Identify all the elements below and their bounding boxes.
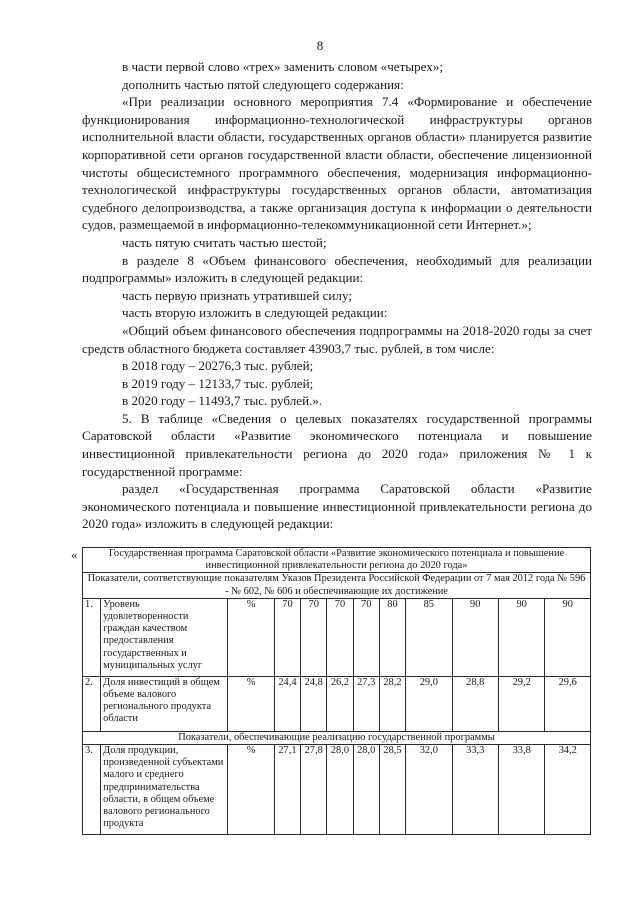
value-cell: 26,2	[327, 676, 353, 731]
value-cell: 90	[545, 598, 591, 676]
row-number: 3.	[83, 745, 101, 835]
value-cell: 24,8	[301, 676, 327, 731]
value-cell: 33,3	[452, 745, 498, 835]
paragraph: «При реализации основного мероприятия 7.4 «Формирование и обеспечение функционирования информационно-технологической инфраструктуры органов исполнительной власти области, государственных органов области» планируется развитие корпоративной сети органов государственной власти области, обеспечение лицензионной чистоты общесистемного программного обеспечения, модернизация информационно-технологической инфраструктуры государственных органов области, автоматизация судебного делопроизводства, а также организация доступа к информации о деятельности судов, размещаемой в информационно-телекоммуникационной сети Интернет.»;	[82, 94, 592, 233]
value-cell: 29,0	[406, 676, 452, 731]
paragraph: дополнить частью пятой следующего содержания:	[122, 76, 404, 92]
value-cell: 29,2	[498, 676, 544, 731]
row-number: 2.	[83, 676, 101, 731]
value-cell: 24,4	[274, 676, 300, 731]
value-cell: 32,0	[406, 745, 452, 835]
value-cell: 27,1	[274, 745, 300, 835]
value-cell: 85	[406, 598, 452, 676]
value-cell: 33,8	[498, 745, 544, 835]
paragraph: 5. В таблице «Сведения о целевых показателях государственной программы Саратовской области «Развитие экономического потенциала и повышение инвестиционной привлекательности региона до 2020 года» приложения № 1 к государственной программе:	[82, 410, 592, 479]
value-cell: 70	[301, 598, 327, 676]
paragraph: в 2020 году – 11493,7 тыс. рублей.».	[122, 393, 323, 409]
table-row	[83, 598, 591, 676]
table-row	[83, 676, 591, 731]
table-row	[83, 745, 591, 835]
indicator-name: Уровень удовлетворенности граждан качеством предоставления государственных и муниципальных услуг	[101, 598, 228, 676]
section-header: Показатели, соответствующие показателям Указов Президента Российской Федерации от 7 мая 2012 года № 596 - № 602, № 606 и обеспечивающие их достижение	[83, 573, 591, 598]
value-cell: 70	[327, 598, 353, 676]
value-cell: 28,0	[327, 745, 353, 835]
value-cell: 70	[274, 598, 300, 676]
paragraph: в 2019 году – 12133,7 тыс. рублей;	[122, 375, 314, 391]
value-cell: 34,2	[545, 745, 591, 835]
value-cell: 90	[498, 598, 544, 676]
indicator-name: Доля инвестиций в общем объеме валового регионального продукта области	[101, 676, 228, 731]
page-number: 8	[316, 38, 324, 53]
section-header: Показатели, обеспечивающие реализацию государственной программы	[83, 731, 591, 744]
value-cell: 28,0	[353, 745, 379, 835]
paragraph: «Общий объем финансового обеспечения подпрограммы на 2018-2020 годы за счет средств областного бюджета составляет 43903,7 тыс. рублей, в том числе:	[82, 322, 592, 356]
section-header-row	[83, 731, 591, 744]
value-cell: 90	[452, 598, 498, 676]
value-cell: 28,8	[452, 676, 498, 731]
paragraph: часть вторую изложить в следующей редакции:	[122, 305, 388, 321]
value-cell: 70	[353, 598, 379, 676]
paragraph: часть первую признать утратившей силу;	[122, 287, 352, 303]
indicators-table	[82, 547, 591, 835]
paragraph: в 2018 году – 20276,3 тыс. рублей;	[122, 358, 314, 374]
value-cell: 28,2	[379, 676, 405, 731]
paragraph: раздел «Государственная программа Саратовской области «Развитие экономического потенциала и повышение инвестиционной привлекательности региона до 2020 года» изложить в следующей редакции:	[82, 481, 592, 532]
program-header: Государственная программа Саратовской области «Развитие экономического потенциала и повышение инвестиционной привлекательности региона до 2020 года»	[83, 548, 591, 573]
value-cell: 28,5	[379, 745, 405, 835]
value-cell: 27,8	[301, 745, 327, 835]
paragraph: в части первой слово «трех» заменить словом «четырех»;	[122, 59, 444, 74]
program-header-row	[83, 548, 591, 573]
value-cell: 80	[379, 598, 405, 676]
paragraph: часть пятую считать частью шестой;	[122, 234, 327, 250]
value-cell: 29,6	[545, 676, 591, 731]
indicator-name: Доля продукции, произведенной субъектами малого и среднего предпринимательства области, в общем объеме валового регионального продукта	[101, 745, 228, 835]
row-number: 1.	[83, 598, 101, 676]
opening-quote: «	[71, 547, 78, 562]
unit: %	[228, 598, 274, 676]
paragraph: в разделе 8 «Объем финансового обеспечения, необходимый для реализации подпрограммы» изложить в следующей редакции:	[82, 252, 592, 286]
value-cell: 27,3	[353, 676, 379, 731]
body-text	[82, 58, 592, 533]
unit: %	[228, 745, 274, 835]
unit: %	[228, 676, 274, 731]
section-header-row	[83, 573, 591, 598]
